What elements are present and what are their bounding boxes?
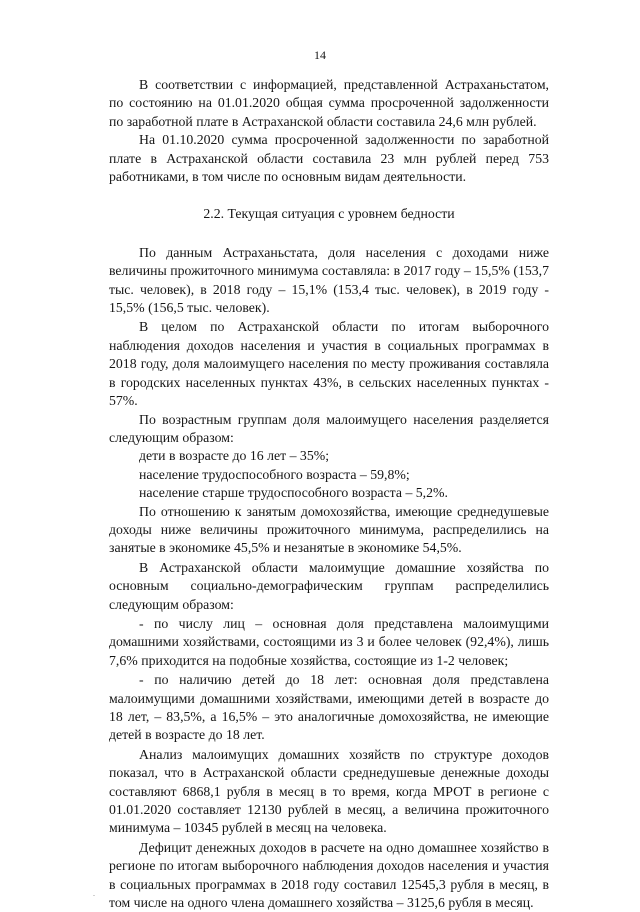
section-title: 2.2. Текущая ситуация с уровнем бедности: [203, 206, 455, 222]
page-number: 14: [314, 48, 326, 62]
paragraph-arrears-2020-10: На 01.10.2020 сумма просроченной задолженности по заработной плате в Астраханской области составила 23 млн рублей перед 753 работниками, в том числе по основным видам деятельности.: [109, 132, 549, 185]
age-groups-list: [109, 447, 549, 502]
paragraph-income-structure: Анализ малоимущих домашних хозяйств по структуре доходов показал, что в Астраханской области среднедушевые денежные доходы составляют 6868,1 рубля в месяц в то время, когда МРОТ в регионе с 01.01.2020 составляет 12130 рублей в месяц, а величина прожиточного минимума – 10345 рублей в месяц на человека.: [109, 746, 549, 836]
list-item: население старше трудоспособного возраста – 5,2%.: [139, 485, 448, 501]
list-item: население трудоспособного возраста – 59,8%;: [139, 466, 410, 482]
scan-mark: .: [93, 889, 95, 898]
paragraph-income-deficit: Дефицит денежных доходов в расчете на одно домашнее хозяйство в регионе по итогам выборочного наблюдения доходов населения и участия в социальных программах в 2018 году составил 12545,3 рубля в месяц, в том числе на одного члена домашнего хозяйства – 3125,6 рубля в месяц.: [109, 839, 549, 911]
paragraph-employment: По отношению к занятым домохозяйства, имеющие среднедушевые доходы ниже величины прожиточного минимума, распределились на занятые в экономике 45,5% и незанятые в экономике 54,5%.: [109, 503, 549, 556]
paragraph-age-groups-intro: По возрастным группам доля малоимущего населения разделяется следующим образом:: [109, 411, 549, 445]
paragraph-children: - по наличию детей до 18 лет: основная доля представлена малоимущими домашними хозяйствами, имеющими детей в возрасте до 18 лет, – 83,5%, а 16,5% – это аналогичные домохозяйства, не имеющие детей в возрасте до 18 лет.: [109, 672, 549, 743]
paragraph-household-size: - по числу лиц – основная доля представлена малоимущими домашними хозяйствами, состоящими из 3 и более человек (92,4%), лишь 7,6% приходится на подобные хозяйства, состоящие из 1-2 человек;: [109, 615, 549, 668]
paragraph-urban-rural: В целом по Астраханской области по итогам выборочного наблюдения доходов населения и участия в социальных программах в 2018 году, доля малоимущего населения по месту проживания составляла в городских населенных пунктах 43%, в сельских населенных пунктах - 57%.: [109, 319, 549, 409]
paragraph-household-groups: В Астраханской области малоимущие домашние хозяйства по основным социально-демографическим группам распределились следующим образом:: [109, 559, 549, 612]
list-item: дети в возрасте до 16 лет – 35%;: [139, 448, 330, 464]
paragraph-arrears-2020-01: В соответствии с информацией, представленной Астраханьстатом, по состоянию на 01.01.2020 общая сумма просроченной задолженности по заработной плате в Астраханской области составила 24,6 млн рублей.: [109, 77, 549, 129]
paragraph-poverty-share: По данным Астраханьстата, доля населения с доходами ниже величины прожиточного минимума составляла: в 2017 году – 15,5% (153,7 тыс. человек), в 2018 году – 15,1% (153,4 тыс. человек), в 2019 году - 15,5% (156,5 тыс. человек).: [109, 244, 549, 316]
page-body: [109, 76, 549, 912]
